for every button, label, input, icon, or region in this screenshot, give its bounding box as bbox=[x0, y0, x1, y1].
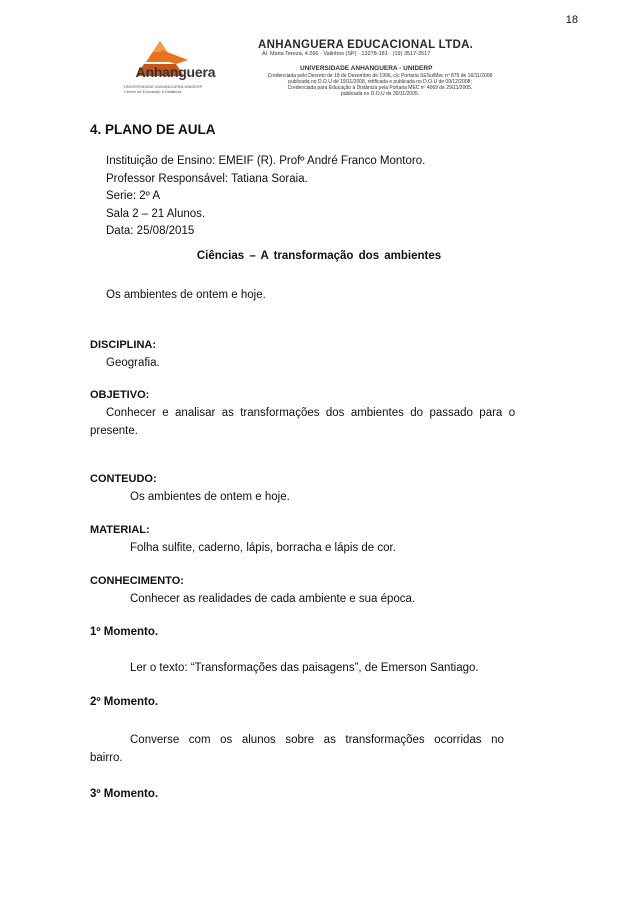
objetivo-label: OBJETIVO: bbox=[90, 389, 150, 401]
conteudo-label: CONTEUDO: bbox=[90, 473, 157, 485]
lesson-subtitle: Ciências – A transformação dos ambientes bbox=[196, 250, 442, 262]
university-credentials: Credenciada pelo Decreto de 18 de Dezembro de 1996, c/c Portaria SESu/Mec nº 879 de 16/11/2008 publicada no D.O.U de 19/11/2008, retificada e publicada no D.O.U de 09/12/2008; Credenciada para Educação à Distância pela Portaria MEC nº 4069 de 29/11/2005, publicada no D.O.U de 30/11/2005. bbox=[267, 73, 493, 98]
objetivo-text-line2: presente. bbox=[90, 425, 138, 437]
momento2-label: 2º Momento. bbox=[90, 696, 159, 708]
momento1-label: 1º Momento. bbox=[90, 626, 159, 638]
conhecimento-text: Conhecer as realidades de cada ambiente e sua época. bbox=[130, 593, 416, 605]
section-title: 4. PLANO DE AULA bbox=[90, 122, 216, 137]
organization-address: Al. Maria Tereza, 4.266 · Valinhos (SP) · 13278-181 · (19) 3517-3517 bbox=[262, 51, 431, 57]
organization-name: ANHANGUERA EDUCACIONAL LTDA. bbox=[258, 39, 474, 51]
conteudo-text: Os ambientes de ontem e hoje. bbox=[130, 491, 290, 503]
university-name: UNIVERSIDADE ANHANGUERA - UNIDERP bbox=[300, 65, 433, 72]
disciplina-text: Geografia. bbox=[106, 357, 160, 369]
material-text: Folha sulfite, caderno, lápis, borracha e lápis de cor. bbox=[130, 542, 396, 554]
momento1-text: Ler o texto: “Transformações das paisagens”, de Emerson Santiago. bbox=[130, 662, 479, 674]
info-line: Instituição de Ensino: EMEIF (R). Profº André Franco Montoro. bbox=[106, 155, 426, 167]
info-line: Sala 2 – 21 Alunos. bbox=[106, 207, 206, 220]
lesson-info bbox=[106, 153, 425, 241]
conhecimento-label: CONHECIMENTO: bbox=[90, 575, 184, 587]
intro-text: Os ambientes de ontem e hoje. bbox=[106, 289, 266, 301]
momento3-label: 3º Momento. bbox=[90, 788, 159, 800]
info-line: Professor Responsável: Tatiana Soraia. bbox=[106, 172, 308, 185]
page-number: 18 bbox=[565, 14, 578, 26]
momento2-text-line2: bairro. bbox=[90, 752, 123, 764]
objetivo-text-line1: Conhecer e analisar as transformações dos ambientes do passado para o bbox=[106, 407, 516, 419]
disciplina-label: DISCIPLINA: bbox=[90, 339, 156, 351]
material-label: MATERIAL: bbox=[90, 524, 150, 536]
momento2-text-line1: Converse com os alunos sobre as transformações ocorridas no bbox=[130, 734, 504, 746]
logo-wordmark: Anhanguera bbox=[135, 64, 216, 80]
info-line: Data: 25/08/2015 bbox=[106, 225, 195, 237]
info-line: Serie: 2º A bbox=[106, 190, 161, 202]
logo-subtitle: UNIVERSIDADE ANHANGUERA-UNIDERP Centro de Educação a Distância bbox=[124, 84, 203, 94]
